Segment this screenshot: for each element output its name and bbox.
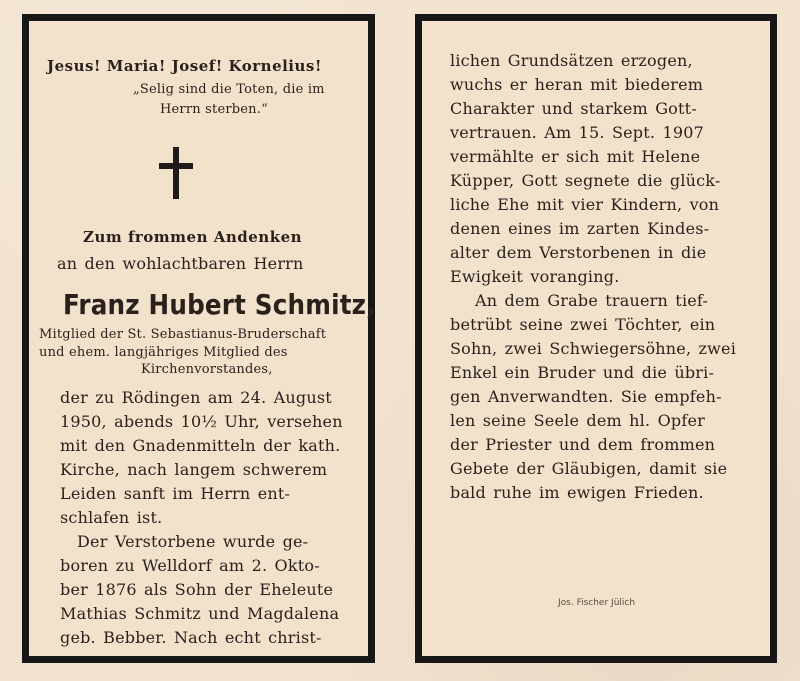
body-line: Küpper, Gott segnete die glück- <box>450 171 721 190</box>
body-line: boren zu Welldorf am 2. Okto- <box>60 556 320 575</box>
right-memorial-panel <box>415 14 777 663</box>
body-line: bald ruhe im ewigen Frieden. <box>450 483 704 502</box>
printer-credit: Jos. Fischer Jülich <box>558 598 636 608</box>
body-line: geb. Bebber. Nach echt christ- <box>60 628 322 647</box>
body-line: 1950, abends 10½ Uhr, versehen <box>60 412 343 431</box>
body-line: denen eines im zarten Kindes- <box>450 219 710 238</box>
body-line: Ewigkeit voranging. <box>450 267 620 286</box>
body-line: Charakter und starkem Gott- <box>450 99 697 118</box>
membership-line-3: Kirchenvorstandes, <box>141 362 273 377</box>
body-line: betrübt seine zwei Töchter, ein <box>450 315 716 334</box>
body-line: der Priester und dem frommen <box>450 435 716 454</box>
quote-line-2: Herrn sterben.“ <box>160 102 268 117</box>
body-line: An dem Grabe trauern tief- <box>475 291 709 310</box>
body-line: Sohn, zwei Schwiegersöhne, zwei <box>450 339 737 358</box>
body-line: ber 1876 als Sohn der Eheleute <box>60 580 334 599</box>
left-memorial-panel <box>22 14 375 663</box>
body-line: schlafen ist. <box>60 508 163 527</box>
membership-line-1: Mitglied der St. Sebastianus-Bruderschaft <box>39 327 327 342</box>
body-line: liche Ehe mit vier Kindern, von <box>450 195 720 214</box>
body-line: gen Anverwandten. Sie empfeh- <box>450 387 722 406</box>
body-line: Enkel ein Bruder und die übri- <box>450 363 715 382</box>
body-line: der zu Rödingen am 24. August <box>60 388 332 407</box>
deceased-name: Franz Hubert Schmitz, <box>63 288 376 321</box>
quote-line-1: „Selig sind die Toten, die im <box>133 82 325 97</box>
body-line: vermählte er sich mit Helene <box>450 147 701 166</box>
left-panel-content <box>29 21 376 656</box>
right-panel-content <box>422 21 770 656</box>
body-line: alter dem Verstorbenen in die <box>450 243 707 262</box>
body-line: mit den Gnadenmitteln der kath. <box>60 436 341 455</box>
intro-line: an den wohlachtbaren Herrn <box>57 254 304 273</box>
body-line: Der Verstorbene wurde ge- <box>77 532 309 551</box>
religious-heading: Jesus! Maria! Josef! Kornelius! <box>47 57 322 75</box>
body-line: lichen Grundsätzen erzogen, <box>450 51 693 70</box>
body-line: Gebete der Gläubigen, damit sie <box>450 459 728 478</box>
cross-icon <box>159 147 193 199</box>
memorial-title: Zum frommen Andenken <box>83 228 303 246</box>
body-line: len seine Seele dem hl. Opfer <box>450 411 705 430</box>
body-line: Kirche, nach langem schwerem <box>60 460 328 479</box>
body-line: vertrauen. Am 15. Sept. 1907 <box>450 123 704 142</box>
body-line: Leiden sanft im Herrn ent- <box>60 484 291 503</box>
membership-line-2: und ehem. langjähriges Mitglied des <box>39 345 288 360</box>
body-line: wuchs er heran mit biederem <box>450 75 704 94</box>
body-line: Mathias Schmitz und Magdalena <box>60 604 340 623</box>
